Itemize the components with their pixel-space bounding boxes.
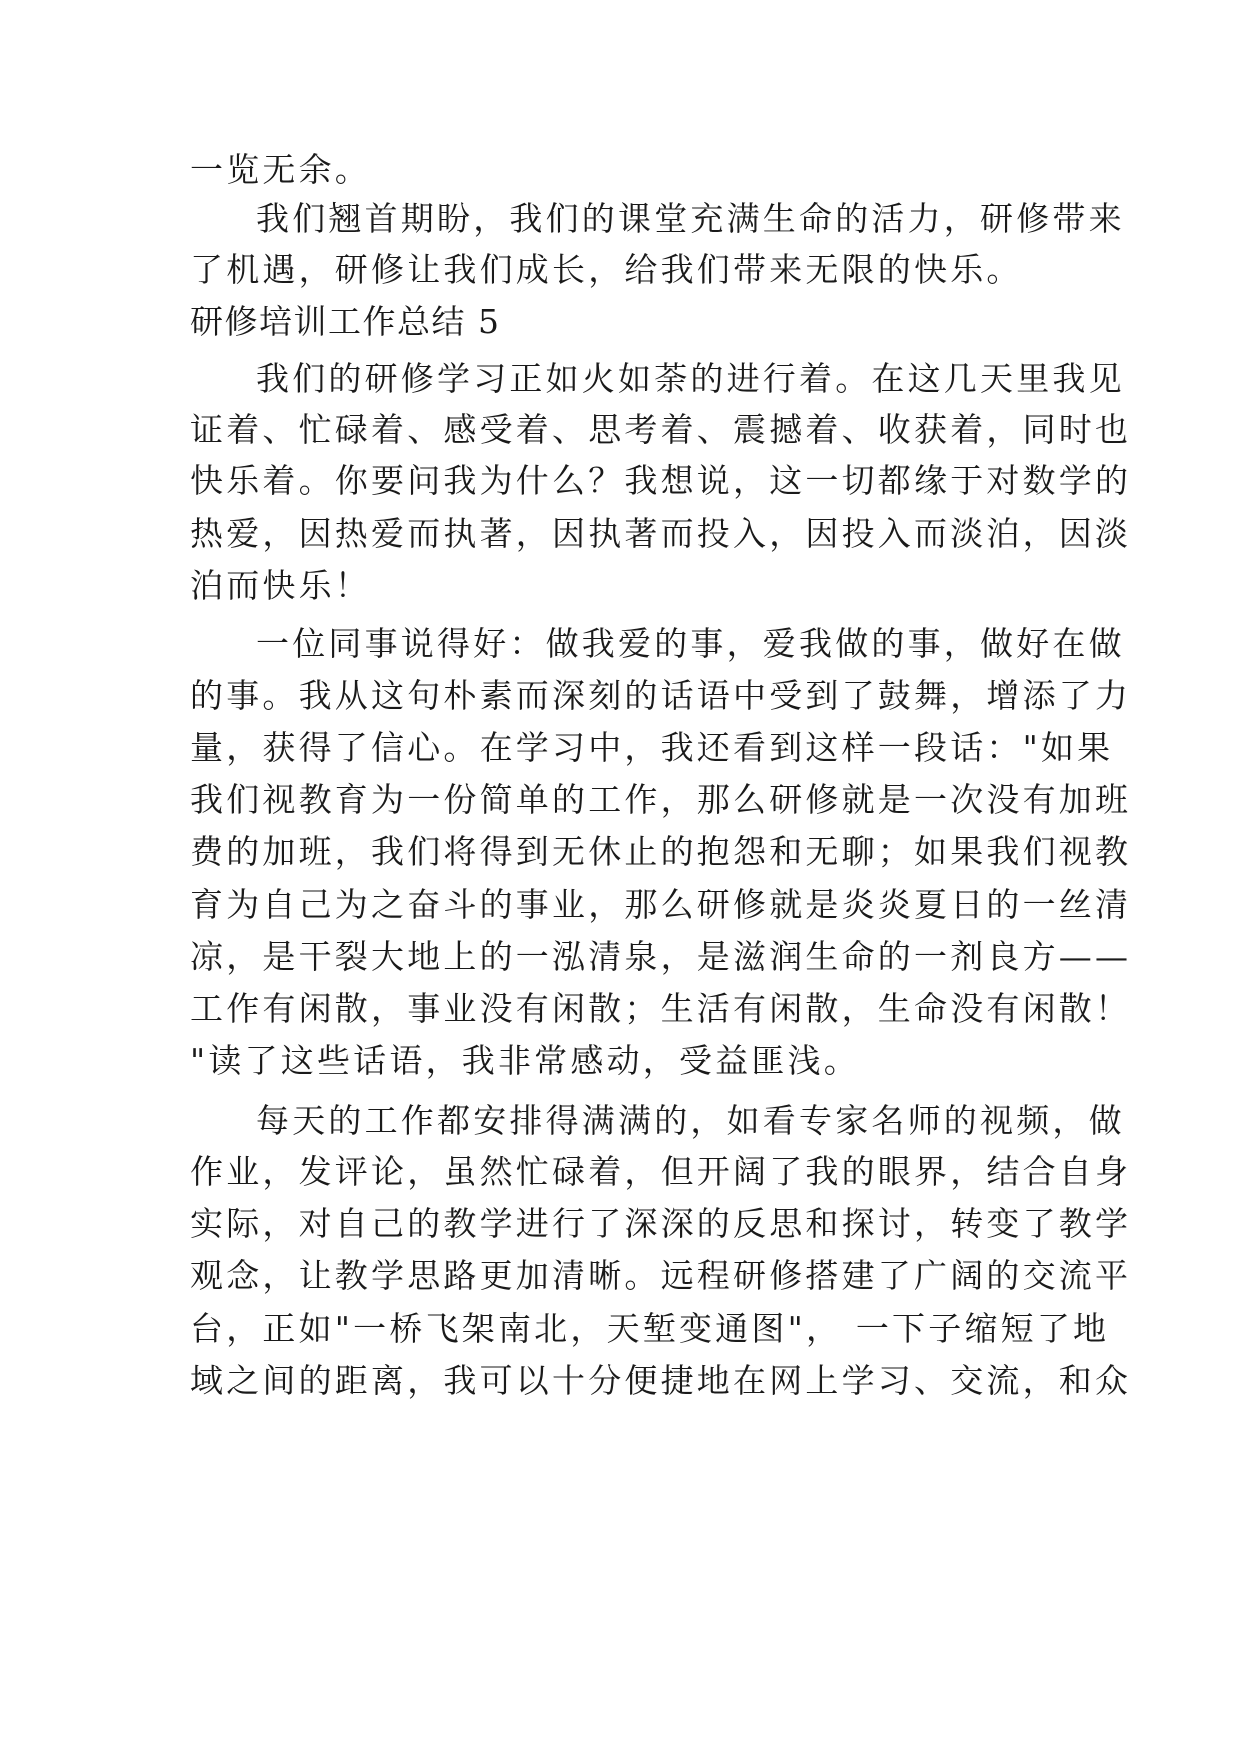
text-line: "读了这些话语，我非常感动，受益匪浅。	[190, 1041, 860, 1080]
section-heading: 研修培训工作总结 5	[190, 302, 501, 341]
text-line: 育为自己为之奋斗的事业，那么研修就是炎炎夏日的一丝清	[190, 885, 1132, 924]
text-line: 量，获得了信心。在学习中，我还看到这样一段话："如果	[190, 728, 1114, 767]
text-line: 费的加班，我们将得到无休止的抱怨和无聊；如果我们视教	[190, 832, 1132, 871]
text-line: 实际，对自己的教学进行了深深的反思和探讨，转变了教学	[190, 1204, 1132, 1243]
text-line: 的事。我从这句朴素而深刻的话语中受到了鼓舞，增添了力	[190, 676, 1132, 715]
text-line: 一览无余。	[190, 150, 371, 189]
text-line: 证着、忙碌着、感受着、思考着、震撼着、收获着，同时也	[190, 410, 1132, 449]
paragraph-first-line: 每天的工作都安排得满满的，如看专家名师的视频，做	[256, 1101, 1125, 1140]
text-line: 观念，让教学思路更加清晰。远程研修搭建了广阔的交流平	[190, 1256, 1132, 1295]
text-line: 快乐着。你要问我为什么？我想说，这一切都缘于对数学的	[190, 461, 1132, 500]
text-line: 热爱，因热爱而执著，因执著而投入，因投入而淡泊，因淡	[190, 514, 1132, 553]
text-line: 工作有闲散，事业没有闲散；生活有闲散，生命没有闲散！	[190, 989, 1132, 1028]
text-line: 泊而快乐！	[190, 566, 371, 605]
text-line: 了机遇，研修让我们成长，给我们带来无限的快乐。	[190, 250, 1023, 289]
text-line: 我们视教育为一份简单的工作，那么研修就是一次没有加班	[190, 780, 1132, 819]
text-line: 凉，是干裂大地上的一泓清泉，是滋润生命的一剂良方——	[190, 937, 1132, 976]
text-line: 域之间的距离，我可以十分便捷地在网上学习、交流，和众	[190, 1361, 1132, 1400]
text-line: 作业，发评论，虽然忙碌着，但开阔了我的眼界，结合自身	[190, 1152, 1132, 1191]
text-line: 台，正如"一桥飞架南北，天堑变通图"， 一下子缩短了地	[190, 1309, 1110, 1348]
paragraph-first-line: 我们翘首期盼，我们的课堂充满生命的活力，研修带来	[256, 199, 1125, 238]
paragraph-first-line: 我们的研修学习正如火如荼的进行着。在这几天里我见	[256, 359, 1125, 398]
paragraph-first-line: 一位同事说得好：做我爱的事，爱我做的事，做好在做	[256, 624, 1125, 663]
